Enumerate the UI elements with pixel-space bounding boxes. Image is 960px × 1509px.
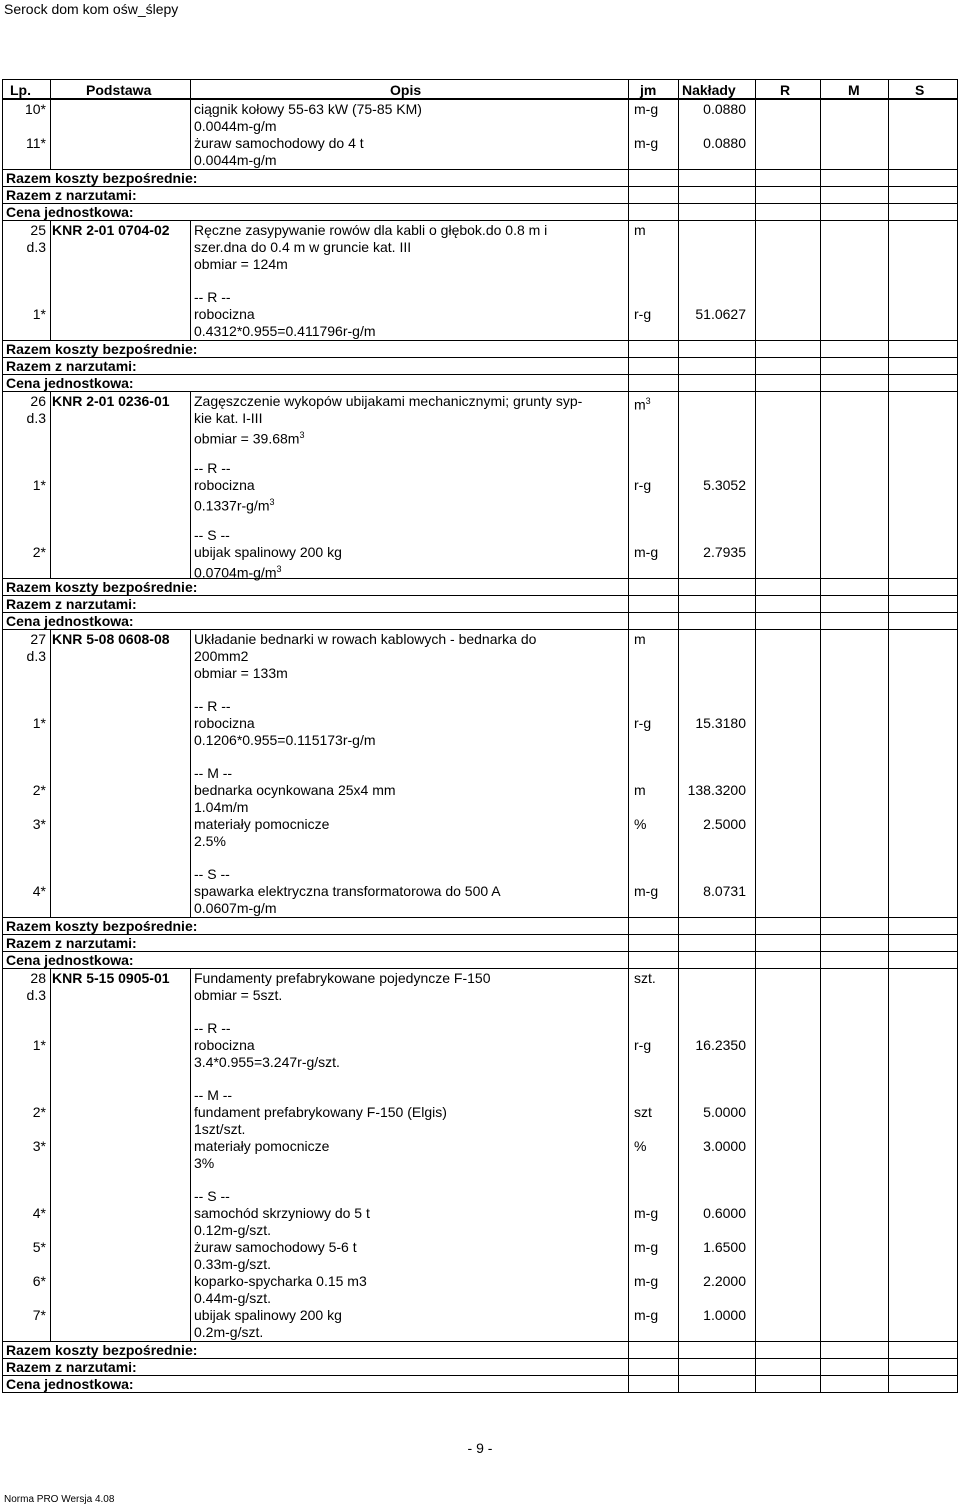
razem-narzuty-label: Razem z narzutami: <box>6 935 137 951</box>
resource-value: 2.5000 <box>703 816 746 832</box>
resource-name: żuraw samochodowy 5-6 t <box>194 1239 357 1255</box>
position-subnumber: d.3 <box>26 239 46 255</box>
document-title: Serock dom kom ośw_ślepy <box>4 1 179 17</box>
section-marker: -- S -- <box>194 1188 230 1204</box>
resource-value: 1.0000 <box>703 1307 746 1323</box>
razem-bezposrednie-label: Razem koszty bezpośrednie: <box>6 579 198 595</box>
position-obmiar: obmiar = $39.68m^3$ <box>194 430 305 447</box>
resource-lp: 2* <box>32 782 46 798</box>
position-unit: $m^3$ <box>634 396 651 413</box>
resource-value: 1.6500 <box>703 1239 746 1255</box>
section-marker: -- S -- <box>194 527 230 543</box>
resource-jm: m-g <box>634 135 659 151</box>
resource-jm: r-g <box>634 306 652 322</box>
position-description: Układanie bednarki w rowach kablowych - bednarka do <box>194 631 537 647</box>
resource-lp: 1* <box>32 1037 46 1053</box>
razem-bezposrednie-label: Razem koszty bezpośrednie: <box>6 341 198 357</box>
superscript-3: 3 <box>645 396 651 406</box>
resource-jm: m <box>634 782 646 798</box>
position-obmiar: obmiar = 124m <box>194 256 288 272</box>
resource-norm: 0.1206*0.955=0.115173r-g/m <box>194 732 376 748</box>
resource-lp: 1* <box>32 306 46 322</box>
header-lp: Lp. <box>10 82 31 98</box>
resource-jm: r-g <box>634 477 652 493</box>
section-marker: -- M -- <box>194 1087 233 1103</box>
position-code: KNR 5-08 0608-08 <box>52 631 170 647</box>
cena-jednostkowa-label: Cena jednostkowa: <box>6 613 134 629</box>
section-marker: -- M -- <box>194 765 233 781</box>
position-code: KNR 5-15 0905-01 <box>52 970 170 986</box>
resource-lp: 5* <box>32 1239 46 1255</box>
resource-name: ciągnik kołowy 55-63 kW (75-85 KM) <box>194 101 422 117</box>
resource-jm: m-g <box>634 883 659 899</box>
cena-jednostkowa-label: Cena jednostkowa: <box>6 375 134 391</box>
razem-narzuty-label: Razem z narzutami: <box>6 596 137 612</box>
resource-norm: 0.0044m-g/m <box>194 152 277 168</box>
resource-name: żuraw samochodowy do 4 t <box>194 135 364 151</box>
position-code: KNR 2-01 0704-02 <box>52 222 170 238</box>
resource-value: 8.0731 <box>703 883 746 899</box>
position-unit: m <box>634 631 646 647</box>
section-marker: -- S -- <box>194 866 230 882</box>
razem-bezposrednie-label: Razem koszty bezpośrednie: <box>6 918 198 934</box>
resource-value: 0.0880 <box>703 101 746 117</box>
resource-value: 3.0000 <box>703 1138 746 1154</box>
header-naklady: Nakłady <box>682 82 736 98</box>
position-description: 200mm2 <box>194 648 249 664</box>
resource-value: 5.3052 <box>703 477 746 493</box>
footer-software: Norma PRO Wersja 4.08 <box>4 1494 115 1505</box>
position-unit: szt. <box>634 970 656 986</box>
section-marker: -- R -- <box>194 698 231 714</box>
razem-narzuty-label: Razem z narzutami: <box>6 187 137 203</box>
resource-jm: m-g <box>634 101 659 117</box>
position-number: 26 <box>30 393 46 409</box>
resource-name: ubijak spalinowy 200 kg <box>194 544 342 560</box>
resource-name: robocizna <box>194 715 255 731</box>
resource-lp: 10* <box>24 101 46 117</box>
resource-lp: 2* <box>32 1104 46 1120</box>
resource-norm: $0.1337r-g/m^3$ <box>194 497 275 514</box>
razem-narzuty-label: Razem z narzutami: <box>6 1359 137 1375</box>
resource-name: bednarka ocynkowana 25x4 mm <box>194 782 396 798</box>
position-subnumber: d.3 <box>26 987 46 1003</box>
resource-value: 5.0000 <box>703 1104 746 1120</box>
resource-value: 15.3180 <box>695 715 746 731</box>
resource-norm: 0.0607m-g/m <box>194 900 277 916</box>
resource-value: 0.0880 <box>703 135 746 151</box>
resource-value: 2.2000 <box>703 1273 746 1289</box>
resource-jm: m-g <box>634 1205 659 1221</box>
position-obmiar: obmiar = 133m <box>194 665 288 681</box>
position-description: Ręczne zasypywanie rowów dla kabli o głębok.do 0.8 m i <box>194 222 548 238</box>
resource-value: 16.2350 <box>695 1037 746 1053</box>
razem-narzuty-label: Razem z narzutami: <box>6 358 137 374</box>
resource-name: ubijak spalinowy 200 kg <box>194 1307 342 1323</box>
cena-jednostkowa-label: Cena jednostkowa: <box>6 1376 134 1392</box>
superscript-3: 3 <box>276 564 282 574</box>
resource-lp: 3* <box>32 816 46 832</box>
resource-lp: 11* <box>26 135 46 151</box>
resource-norm: 0.33m-g/szt. <box>194 1256 272 1272</box>
header-podstawa: Podstawa <box>86 82 152 98</box>
position-subnumber: d.3 <box>26 410 46 426</box>
position-description: kie kat. I-III <box>194 410 263 426</box>
position-number: 27 <box>30 631 46 647</box>
header-m: M <box>848 82 860 98</box>
razem-bezposrednie-label: Razem koszty bezpośrednie: <box>6 1342 198 1358</box>
position-number: 25 <box>30 222 46 238</box>
page-number: - 9 - <box>467 1440 493 1456</box>
resource-name: materiały pomocnicze <box>194 1138 330 1154</box>
resource-jm: % <box>634 1138 647 1154</box>
superscript-3: 3 <box>299 430 305 440</box>
resource-jm: % <box>634 816 647 832</box>
position-unit: m <box>634 222 646 238</box>
resource-lp: 2* <box>32 544 46 560</box>
position-description: Zagęszczenie wykopów ubijakami mechanicznymi; grunty syp- <box>194 393 583 409</box>
resource-norm: 1szt/szt. <box>194 1121 246 1137</box>
header-jm: jm <box>640 82 657 98</box>
cena-jednostkowa-label: Cena jednostkowa: <box>6 952 134 968</box>
resource-lp: 6* <box>32 1273 46 1289</box>
resource-jm: m-g <box>634 1273 659 1289</box>
resource-norm: 0.4312*0.955=0.411796r-g/m <box>194 323 376 339</box>
resource-lp: 1* <box>32 715 46 731</box>
resource-value: 0.6000 <box>703 1205 746 1221</box>
header-s: S <box>915 82 925 98</box>
section-marker: -- R -- <box>194 289 231 305</box>
resource-norm: 3.4*0.955=3.247r-g/szt. <box>194 1054 340 1070</box>
resource-value: 138.3200 <box>687 782 746 798</box>
section-marker: -- R -- <box>194 1020 231 1036</box>
resource-name: materiały pomocnicze <box>194 816 330 832</box>
resource-lp: 3* <box>32 1138 46 1154</box>
resource-norm: $0.0704m-g/m^3$ <box>194 564 282 581</box>
position-code: KNR 2-01 0236-01 <box>52 393 170 409</box>
resource-norm: 2.5% <box>194 833 226 849</box>
resource-name: robocizna <box>194 477 255 493</box>
superscript-3: 3 <box>269 497 275 507</box>
resource-value: 2.7935 <box>703 544 746 560</box>
resource-jm: m-g <box>634 1307 659 1323</box>
resource-norm: 0.0044m-g/m <box>194 118 277 134</box>
resource-jm: m-g <box>634 1239 659 1255</box>
position-description: Fundamenty prefabrykowane pojedyncze F-150 <box>194 970 491 986</box>
resource-lp: 7* <box>32 1307 46 1323</box>
resource-jm: szt <box>634 1104 652 1120</box>
position-number: 28 <box>30 970 46 986</box>
resource-name: spawarka elektryczna transformatorowa do 500 A <box>194 883 501 899</box>
resource-name: robocizna <box>194 306 255 322</box>
resource-norm: 0.44m-g/szt. <box>194 1290 272 1306</box>
resource-norm: 0.12m-g/szt. <box>194 1222 272 1238</box>
resource-jm: r-g <box>634 1037 652 1053</box>
resource-value: 51.0627 <box>695 306 746 322</box>
resource-jm: m-g <box>634 544 659 560</box>
resource-name: fundament prefabrykowany F-150 (Elgis) <box>194 1104 447 1120</box>
resource-norm: 1.04m/m <box>194 799 249 815</box>
section-marker: -- R -- <box>194 460 231 476</box>
razem-bezposrednie-label: Razem koszty bezpośrednie: <box>6 170 198 186</box>
resource-lp: 4* <box>32 1205 46 1221</box>
resource-jm: r-g <box>634 715 652 731</box>
resource-name: robocizna <box>194 1037 255 1053</box>
resource-norm: 0.2m-g/szt. <box>194 1324 264 1340</box>
position-description: szer.dna do 0.4 m w gruncie kat. III <box>194 239 412 255</box>
resource-name: samochód skrzyniowy do 5 t <box>194 1205 370 1221</box>
resource-lp: 1* <box>32 477 46 493</box>
resource-name: koparko-spycharka 0.15 m3 <box>194 1273 367 1289</box>
header-opis: Opis <box>390 82 422 98</box>
resource-lp: 4* <box>32 883 46 899</box>
resource-norm: 3% <box>194 1155 215 1171</box>
header-r: R <box>780 82 791 98</box>
position-obmiar: obmiar = 5szt. <box>194 987 283 1003</box>
position-subnumber: d.3 <box>26 648 46 664</box>
cena-jednostkowa-label: Cena jednostkowa: <box>6 204 134 220</box>
